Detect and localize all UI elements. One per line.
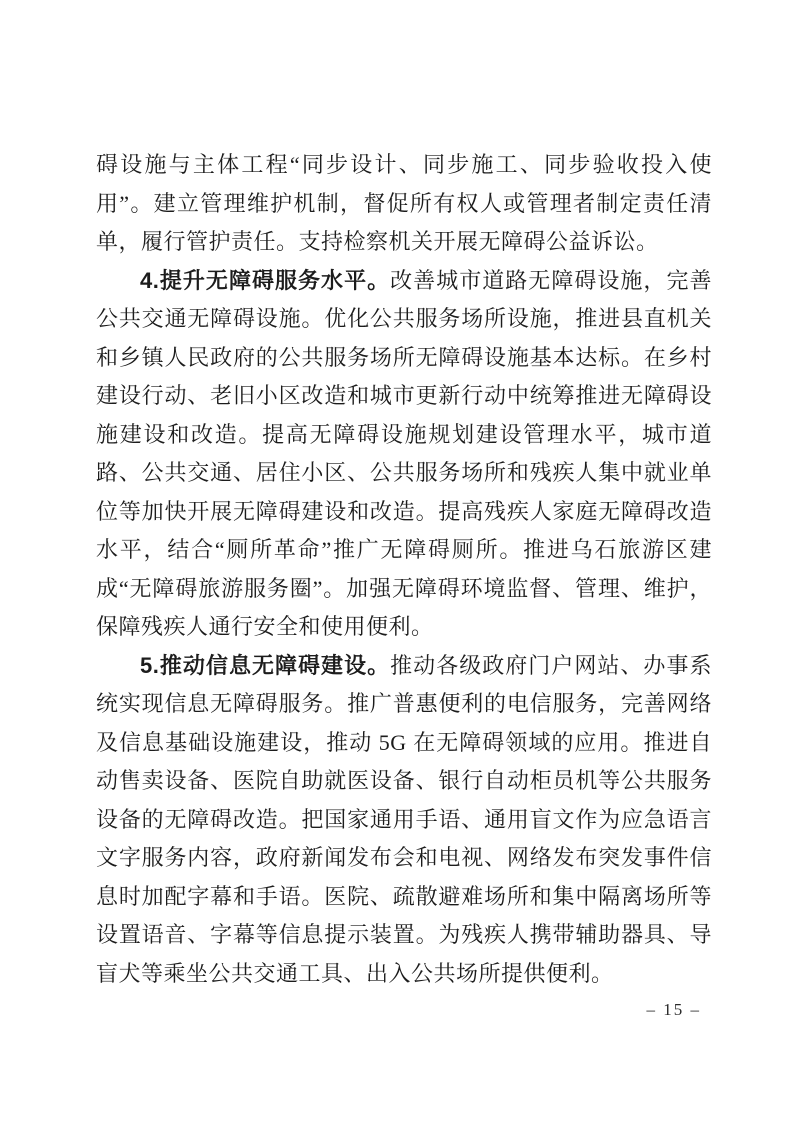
paragraph-text: 推动各级政府门户网站、办事系统实现信息无障碍服务。推广普惠便利的电信服务，完善网络及信息基础设施建设，推动 5G 在无障碍领域的应用。推进自动售卖设备、医院自助就医设备、银行自动柜员机等公共服务设备的无障碍改造。把国家通用手语、通用盲文作为应急语言文字服务内容，政府新闻发布会和电视、网络发布突发事件信息时加配字幕和手语。医院、疏散避难场所和集中隔离场所等设置语音、字幕等信息提示装置。为残疾人携带辅助器具、导盲犬等乘坐公共交通工具、出入公共场所提供便利。	[96, 652, 712, 986]
paragraph-item-4	[96, 262, 712, 647]
page-number: – 15 –	[646, 1000, 701, 1019]
paragraph-heading: 5.推动信息无障碍建设。	[140, 652, 391, 678]
paragraph-text: 改善城市道路无障碍设施，完善公共交通无障碍设施。优化公共服务场所设施，推进县直机关和乡镇人民政府的公共服务场所无障碍设施基本达标。在乡村建设行动、老旧小区改造和城市更新行动中统筹推进无障碍设施建设和改造。提高无障碍设施规划建设管理水平，城市道路、公共交通、居住小区、公共服务场所和残疾人集中就业单位等加快开展无障碍建设和改造。提高残疾人家庭无障碍改造水平，结合“厕所革命”推广无障碍厕所。推进乌石旅游区建成“无障碍旅游服务圈”。加强无障碍环境监督、管理、维护，保障残疾人通行安全和使用便利。	[96, 267, 712, 639]
paragraph-text: 碍设施与主体工程“同步设计、同步施工、同步验收投入使用”。建立管理维护机制，督促所有权人或管理者制定责任清单，履行管护责任。支持检察机关开展无障碍公益诉讼。	[96, 152, 712, 254]
paragraph-continuation	[96, 146, 712, 262]
paragraph-item-5	[96, 647, 712, 994]
document-body	[96, 146, 712, 993]
paragraph-heading: 4.提升无障碍服务水平。	[140, 267, 391, 293]
